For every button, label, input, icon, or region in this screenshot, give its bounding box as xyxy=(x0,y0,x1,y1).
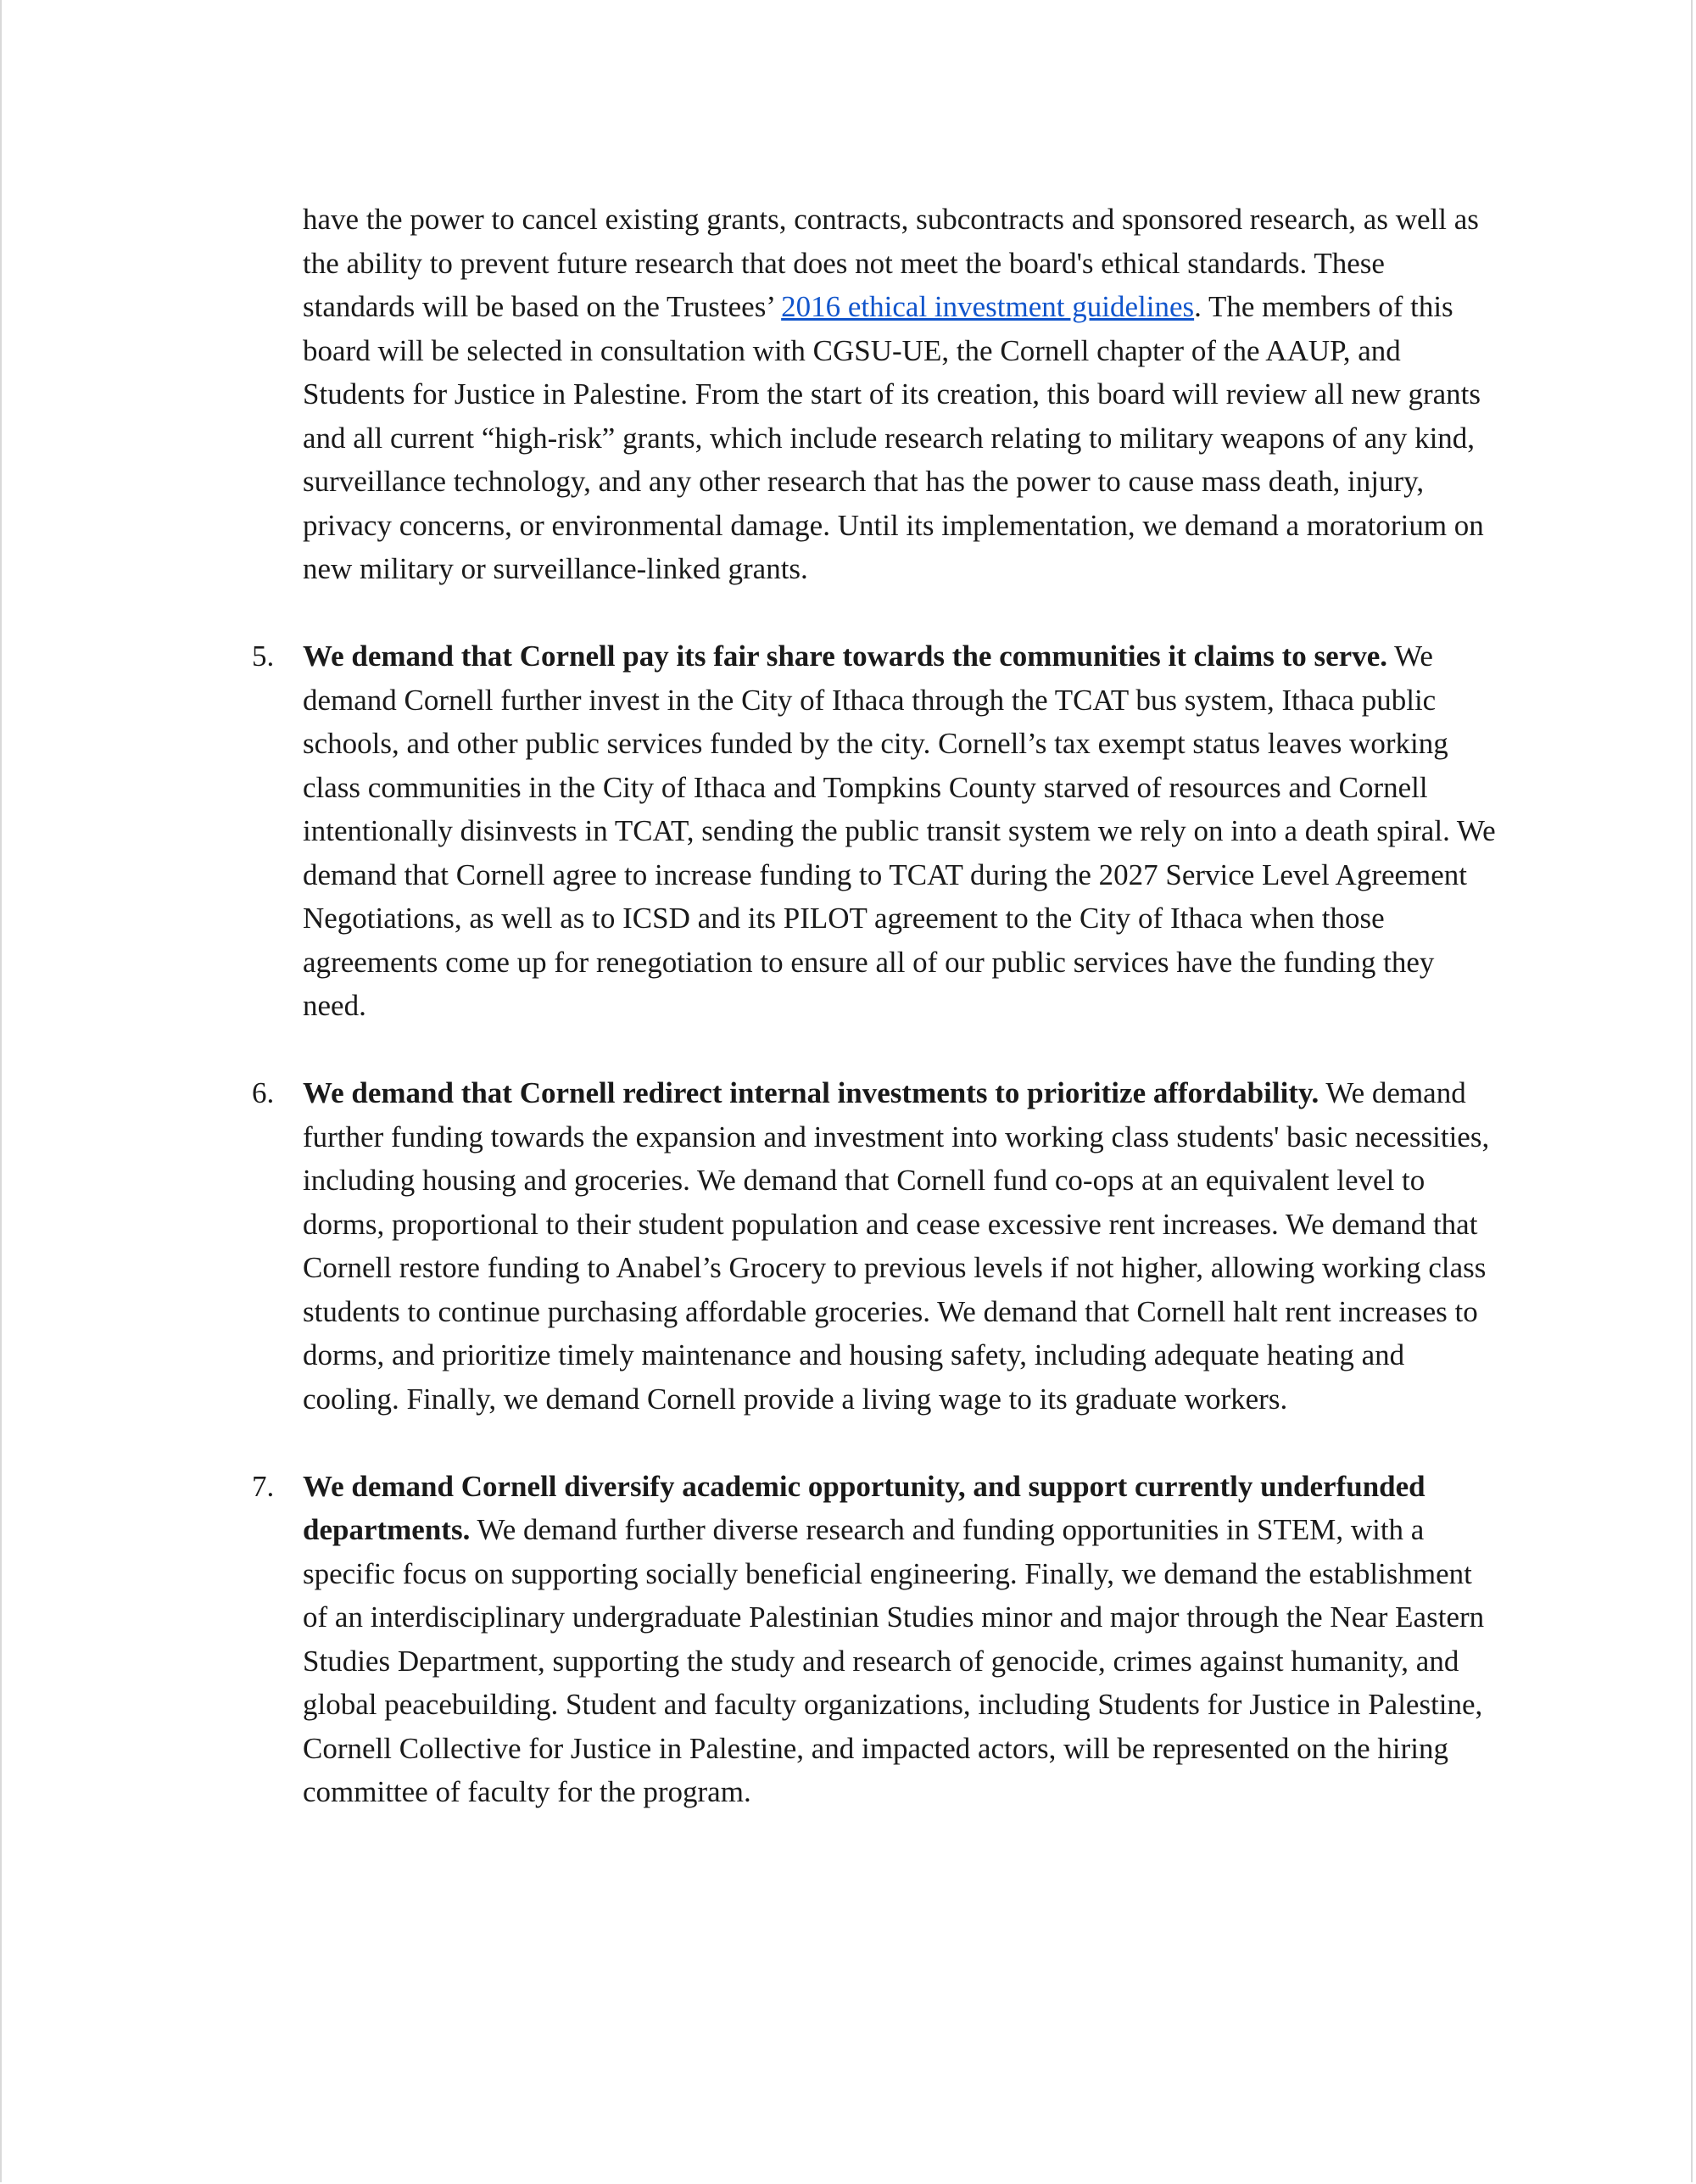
demand-text: We demand further funding towards the expansion and investment into working class students' basic necessities, including housing and groceries. We demand that Cornell fund co-ops at an equivalent level to dorms, proportional to their student population and cease excessive rent increases. We demand that Cornell restore funding to Anabel’s Grocery to previous levels if not higher, allowing working class students to continue purchasing affordable groceries. We demand that Cornell halt rent increases to dorms, and prioritize timely maintenance and housing safety, including adequate heating and cooling. Finally, we demand Cornell provide a living wage to its graduate workers. xyxy=(303,1076,1490,1416)
list-item-6 xyxy=(252,1071,1498,1421)
list-number: 5. xyxy=(252,640,275,673)
demand-heading: We demand that Cornell pay its fair share towards the communities it claims to serve. xyxy=(303,640,1388,673)
demand-heading: We demand that Cornell redirect internal investments to prioritize affordability. xyxy=(303,1076,1319,1109)
demand-text: We demand Cornell further invest in the City of Ithaca through the TCAT bus system, Ithaca public schools, and other public services funded by the city. Cornell’s tax exempt status leaves working class communities in the City of Ithaca and Tompkins County starved of resources and Cornell intentionally disinvests in TCAT, sending the public transit system we rely on into a death spiral. We demand that Cornell agree to increase funding to TCAT during the 2027 Service Level Agreement Negotiations, as well as to ICSD and its PILOT agreement to the City of Ithaca when those agreements come up for renegotiation to ensure all of our public services have the funding they need. xyxy=(303,640,1496,1022)
list-item-7 xyxy=(252,1465,1498,1814)
demand-text: We demand further diverse research and funding opportunities in STEM, with a specific focus on supporting socially beneficial engineering. Finally, we demand the establishment of an interdisciplinary undergraduate Palestinian Studies minor and major through the Near Eastern Studies Department, supporting the study and research of genocide, crimes against humanity, and global peacebuilding. Student and faculty organizations, including Students for Justice in Palestine, Cornell Collective for Justice in Palestine, and impacted actors, will be represented on the hiring committee of faculty for the program. xyxy=(303,1513,1485,1808)
demand-heading: We demand Cornell diversify academic opportunity, and support currently underfunded departments. xyxy=(303,1469,1425,1546)
continuation-paragraph xyxy=(303,198,1498,591)
list-number: 6. xyxy=(252,1076,275,1109)
ethical-investment-guidelines-link[interactable]: 2016 ethical investment guidelines xyxy=(781,290,1195,323)
demands-list xyxy=(252,634,1498,1814)
list-number: 7. xyxy=(252,1469,275,1503)
document-body xyxy=(252,198,1498,1857)
continuation-text-before-link: have the power to cancel existing grants, contracts, subcontracts and sponsored research, as well as the ability to prevent future research that does not meet the board's ethical standards. These standards will be based on the Trustees’ xyxy=(303,203,1479,323)
list-item-5 xyxy=(252,634,1498,1028)
continuation-text-after-link: . The members of this board will be selected in consultation with CGSU-UE, the Cornell chapter of the AAUP, and Students for Justice in Palestine. From the start of its creation, this board will review all new grants and all current “high-risk” grants, which include research relating to military weapons of any kind, surveillance technology, and any other research that has the power to cause mass death, injury, privacy concerns, or environmental damage. Until its implementation, we demand a moratorium on new military or surveillance-linked grants. xyxy=(303,290,1484,585)
